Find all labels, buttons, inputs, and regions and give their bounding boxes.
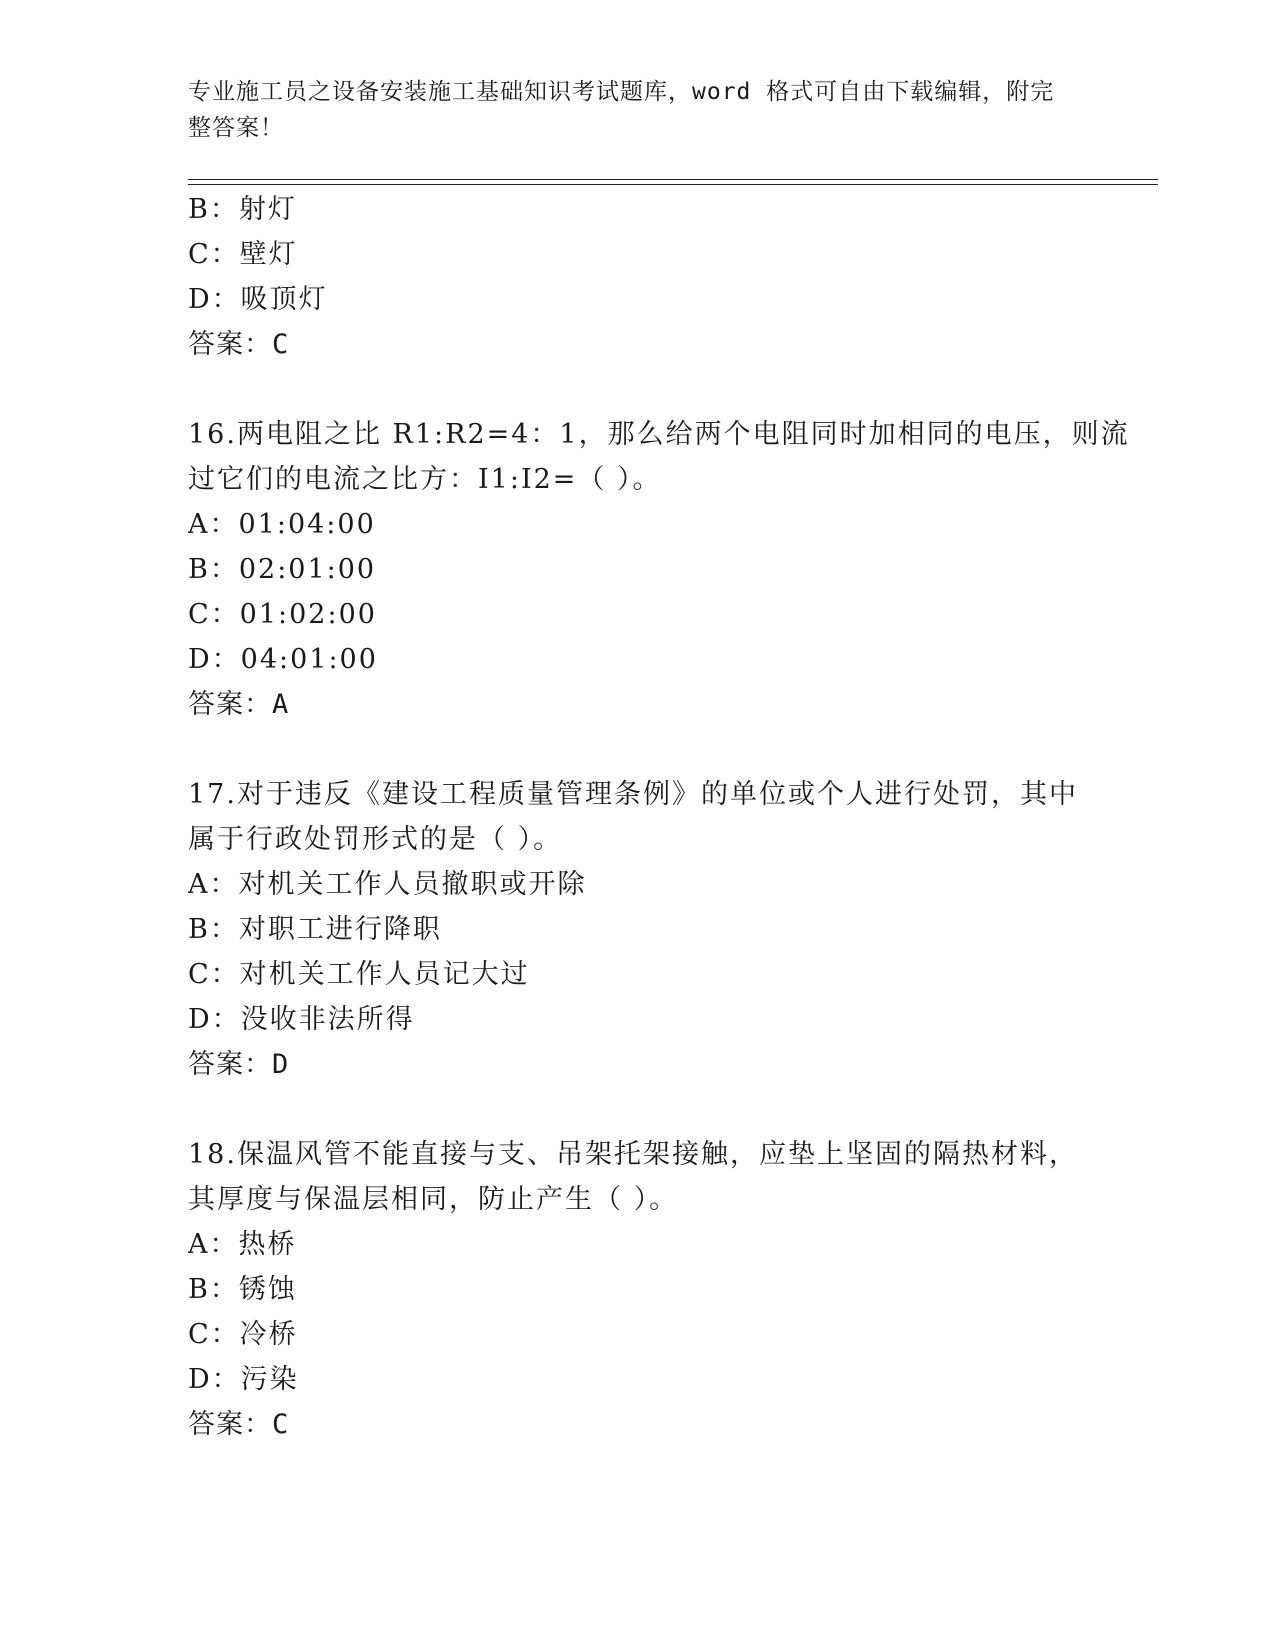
q18-option-b: B：锈蚀 <box>188 1274 297 1305</box>
q17-stem-line-2: 属于行政处罚形式的是（ ）。 <box>188 824 563 855</box>
header-rule-bottom <box>188 184 1158 185</box>
header-line-2: 整答案！ <box>188 115 284 141</box>
header-rule-top <box>188 179 1158 180</box>
q16-option-a: A：01:04:00 <box>188 509 376 540</box>
q16-answer: 答案：A <box>188 689 290 720</box>
q18-option-c: C：冷桥 <box>188 1319 298 1350</box>
q18-option-d: D：污染 <box>188 1364 299 1395</box>
q17-stem-line-1: 17.对于违反《建设工程质量管理条例》的单位或个人进行处罚，其中 <box>188 779 1078 810</box>
q18-option-a: A：热桥 <box>188 1229 297 1260</box>
q17-option-d: D：没收非法所得 <box>188 1004 415 1035</box>
q16-option-c: C：01:02:00 <box>188 599 377 630</box>
q16-stem-line-2: 过它们的电流之比方：I1:I2=（ ）。 <box>188 464 662 495</box>
q18-stem-line-2: 其厚度与保温层相同，防止产生（ ）。 <box>188 1184 679 1215</box>
q15-option-b: B：射灯 <box>188 194 297 225</box>
q18-stem-line-1: 18.保温风管不能直接与支、吊架托架接触，应垫上坚固的隔热材料， <box>188 1139 1078 1170</box>
q17-option-c: C：对机关工作人员记大过 <box>188 959 530 990</box>
q15-option-d: D：吸顶灯 <box>188 284 328 315</box>
q16-stem-line-1: 16.两电阻之比 R1:R2=4：1，那么给两个电阻同时加相同的电压，则流 <box>188 419 1130 450</box>
q15-option-c: C：壁灯 <box>188 239 298 270</box>
q15-answer: 答案：C <box>188 329 290 360</box>
q17-option-a: A：对机关工作人员撤职或开除 <box>188 869 587 900</box>
document-header <box>188 74 1088 146</box>
q16-option-b: B：02:01:00 <box>188 554 377 585</box>
q17-option-b: B：对职工进行降职 <box>188 914 442 945</box>
header-line-1: 专业施工员之设备安装施工基础知识考试题库，word 格式可自由下载编辑，附完 <box>188 79 1055 105</box>
q17-answer: 答案：D <box>188 1049 290 1080</box>
q16-option-d: D：04:01:00 <box>188 644 378 675</box>
q18-answer: 答案：C <box>188 1409 290 1440</box>
